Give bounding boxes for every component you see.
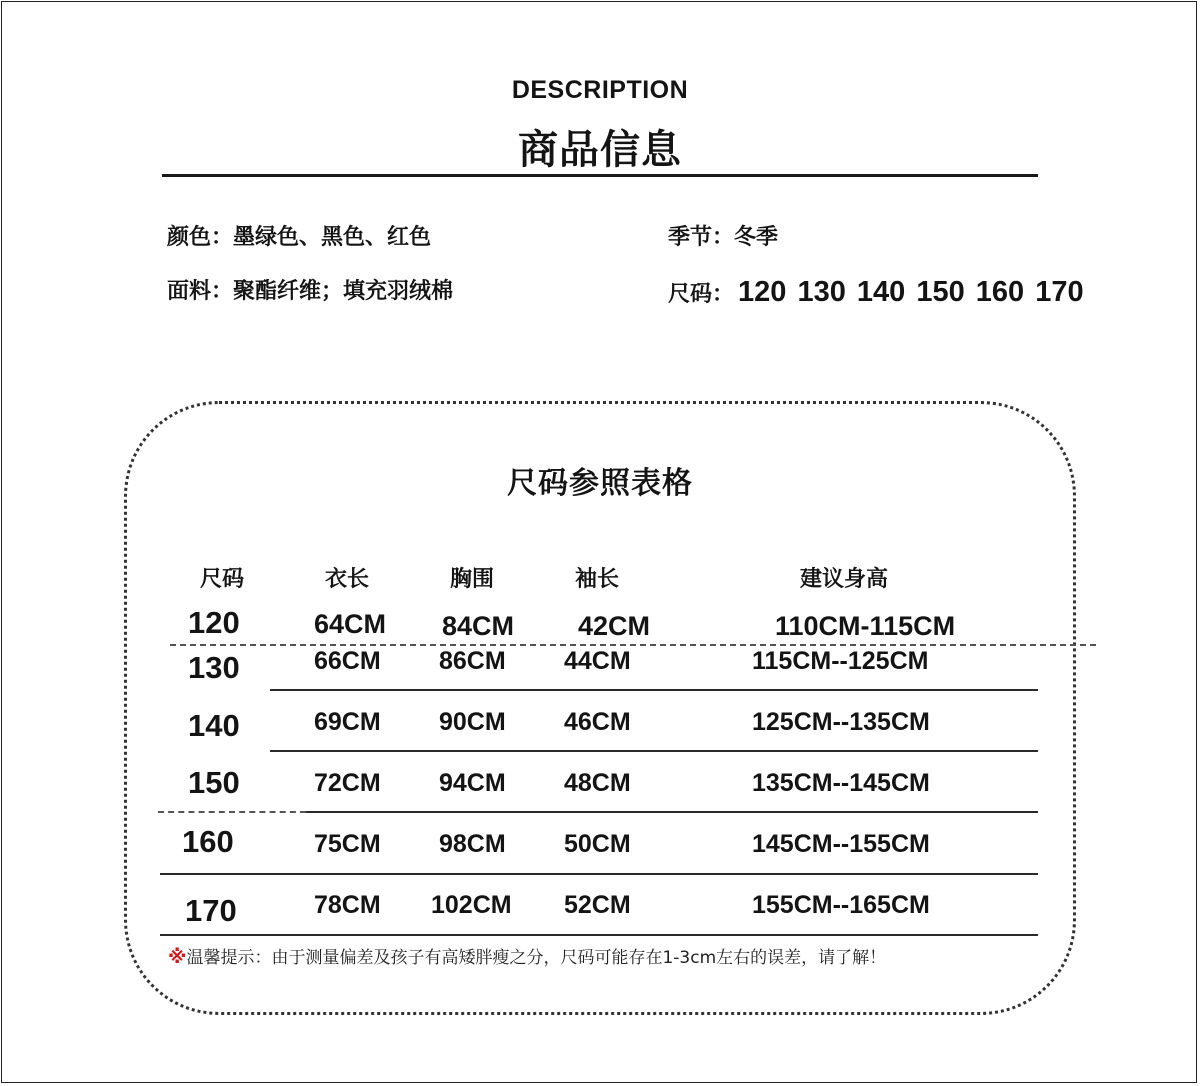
spec-fabric: 面料：聚酯纤维；填充羽绒棉 xyxy=(167,279,454,304)
heading-divider xyxy=(162,174,1038,177)
product-info-heading: 商品信息 xyxy=(518,127,682,173)
row-140-chest: 90CM xyxy=(439,708,506,736)
row-160-height: 145CM--155CM xyxy=(752,830,930,858)
spec-color: 颜色：墨绿色、黑色、红色 xyxy=(167,225,432,250)
row-150-length: 72CM xyxy=(314,769,381,797)
description-heading: DESCRIPTION xyxy=(511,76,689,104)
row-170-size: 170 xyxy=(185,893,237,928)
row-divider xyxy=(270,689,1038,691)
row-130-length: 66CM xyxy=(314,647,381,675)
row-160-chest: 98CM xyxy=(439,830,506,858)
row-170-chest: 102CM xyxy=(431,891,512,919)
row-160-length: 75CM xyxy=(314,830,381,858)
spec-size-label: 尺码： xyxy=(668,282,735,307)
size-note xyxy=(168,943,886,968)
row-160-size: 160 xyxy=(182,824,234,859)
row-130-size: 130 xyxy=(188,650,240,685)
spec-sizes xyxy=(668,277,1084,310)
column-header-sleeve: 袖长 xyxy=(575,567,620,592)
row-160-sleeve: 50CM xyxy=(564,830,631,858)
row-130-height: 115CM--125CM xyxy=(752,647,929,675)
row-170-height: 155CM--165CM xyxy=(752,891,930,919)
row-150-sleeve: 48CM xyxy=(564,769,631,797)
row-140-sleeve: 46CM xyxy=(564,708,631,736)
spec-size-values: 120 130 140 150 160 170 xyxy=(738,276,1084,308)
row-140-height: 125CM--135CM xyxy=(752,708,930,736)
row-120-size: 120 xyxy=(188,605,240,640)
row-140-size: 140 xyxy=(188,708,240,743)
row-150-chest: 94CM xyxy=(439,769,506,797)
row-120-length: 64CM xyxy=(314,609,387,639)
row-150-size: 150 xyxy=(188,765,240,800)
row-divider xyxy=(160,934,1038,936)
spec-season: 季节：冬季 xyxy=(668,225,779,250)
row-130-sleeve: 44CM xyxy=(564,647,631,675)
row-divider xyxy=(158,811,306,813)
column-header-chest: 胸围 xyxy=(450,567,495,592)
row-120-height: 110CM-115CM xyxy=(775,611,956,641)
note-text: 温馨提示：由于测量偏差及孩子有高矮胖瘦之分，尺码可能存在1-3cm左右的误差，请了解！ xyxy=(186,948,887,968)
row-120-sleeve: 42CM xyxy=(578,611,651,641)
row-divider xyxy=(306,811,1038,813)
row-divider xyxy=(160,873,1038,875)
size-chart-title: 尺码参照表格 xyxy=(507,466,693,501)
row-130-chest: 86CM xyxy=(439,647,506,675)
row-divider xyxy=(270,750,1038,752)
row-divider xyxy=(170,644,1096,646)
row-170-length: 78CM xyxy=(314,891,381,919)
row-140-length: 69CM xyxy=(314,708,381,736)
note-mark: ※ xyxy=(168,946,187,968)
row-120-chest: 84CM xyxy=(442,611,515,641)
column-header-length: 衣长 xyxy=(325,567,370,592)
column-header-size: 尺码 xyxy=(200,567,245,592)
column-header-height: 建议身高 xyxy=(800,567,889,592)
row-170-sleeve: 52CM xyxy=(564,891,631,919)
row-150-height: 135CM--145CM xyxy=(752,769,930,797)
